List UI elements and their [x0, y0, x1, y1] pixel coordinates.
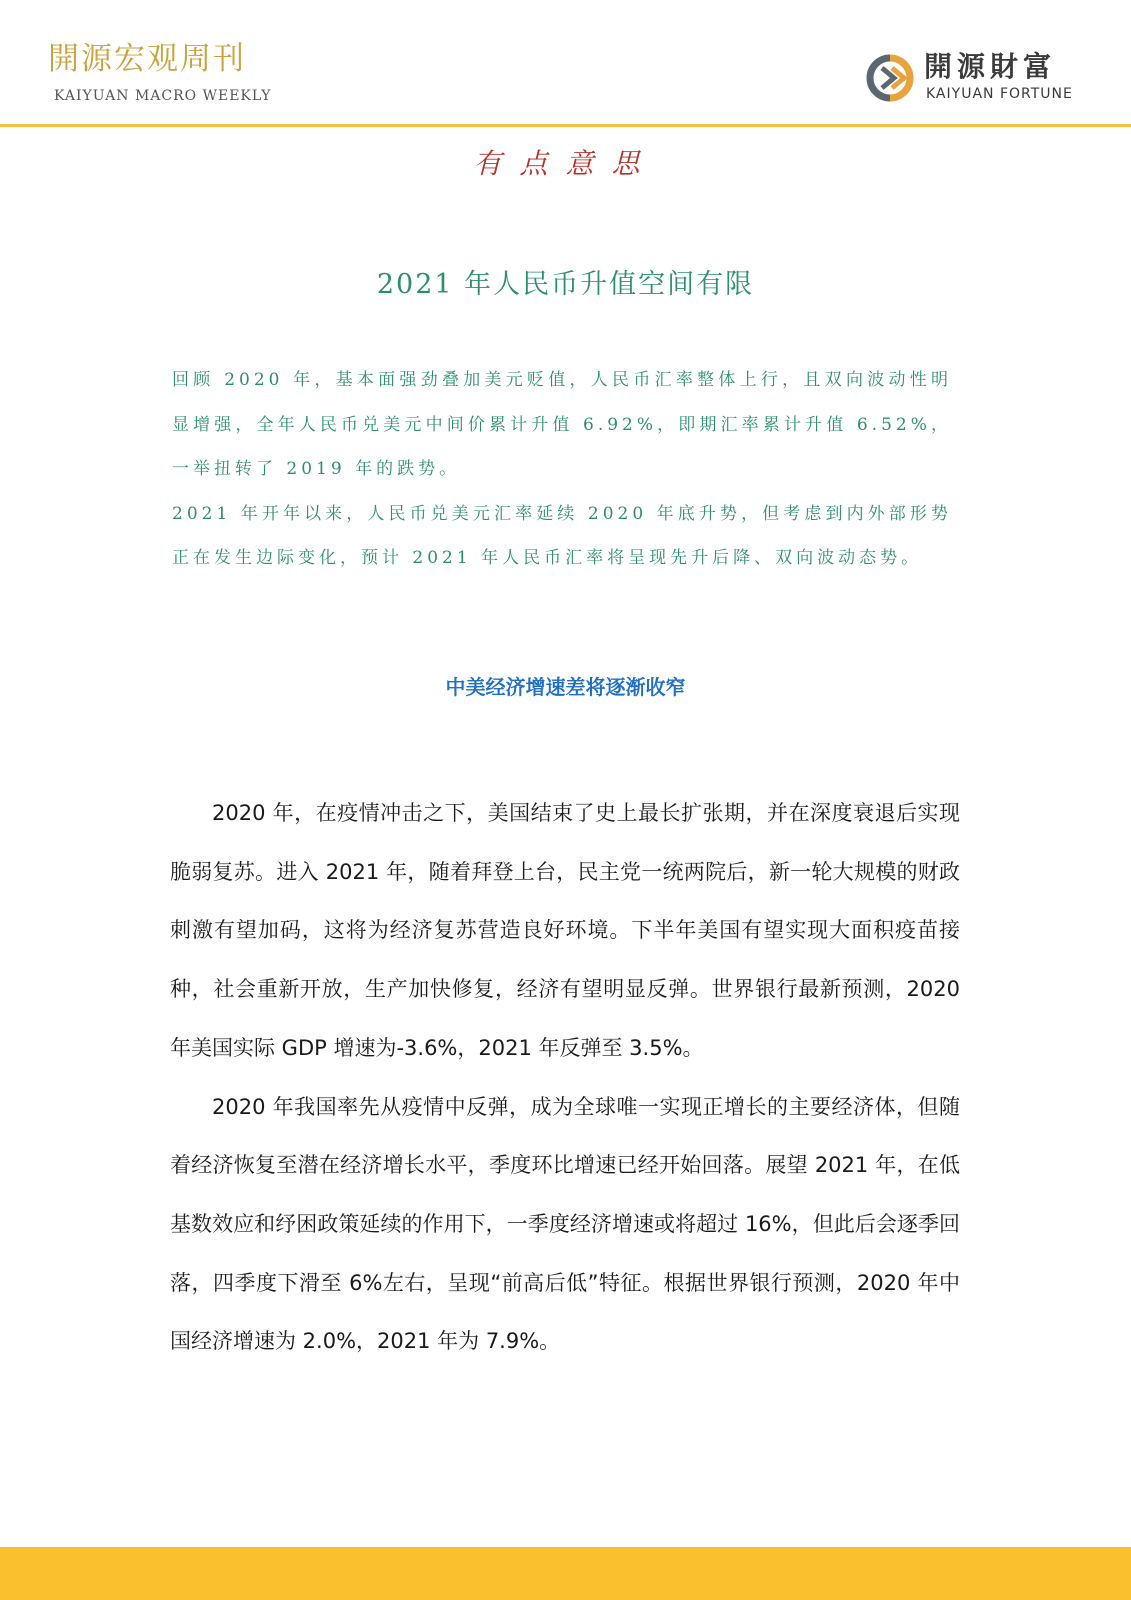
logo-english-name: KAIYUAN FORTUNE	[926, 86, 1073, 102]
abstract-paragraph: 回顾 2020 年，基本面强劲叠加美元贬值，人民币汇率整体上行，且双向波动性明显增强，全年人民币兑美元中间价累计升值 6.92%，即期汇率累计升值 6.52%，一举扭转了 2019 年的跌势。	[172, 370, 952, 479]
section-label: 有点意思	[473, 147, 658, 180]
section-heading: 中美经济增速差将逐渐收窄	[445, 675, 686, 699]
kaiyuan-logo-icon	[866, 54, 914, 102]
header-title: 開源宏观周刊	[48, 41, 246, 77]
article-abstract	[172, 358, 952, 581]
article-title: 2021 年人民币升值空间有限	[376, 269, 755, 300]
header-subtitle: KAIYUAN MACRO WEEKLY	[54, 88, 272, 104]
footer-band	[0, 1547, 1131, 1600]
logo-chinese-name: 開源財富	[924, 50, 1057, 83]
body-paragraph: 2020 年我国率先从疫情中反弹，成为全球唯一实现正增长的主要经济体，但随着经济恢复至潜在经济增长水平，季度环比增速已经开始回落。展望 2021 年，在低基数效应和纾困政策延续的作用下，一季度经济增速或将超过 16%，但此后会逐季回落，四季度下滑至 6%左右，呈现“前高后低”特征。根据世界银行预测，2020 年中国经济增速为 2.0%，2021 年为 7.9%。	[170, 1094, 960, 1354]
body-paragraph: 2020 年，在疫情冲击之下，美国结束了史上最长扩张期，并在深度衰退后实现脆弱复苏。进入 2021 年，随着拜登上台，民主党一统两院后，新一轮大规模的财政刺激有望加码，这将为经济复苏营造良好环境。下半年美国有望实现大面积疫苗接种，社会重新开放，生产加快修复，经济有望明显反弹。世界银行最新预测，2020 年美国实际 GDP 增速为-3.6%，2021 年反弹至 3.5%。	[170, 801, 960, 1060]
kaiyuan-fortune-logo	[866, 50, 1096, 106]
abstract-paragraph: 2021 年开年以来，人民币兑美元汇率延续 2020 年底升势，但考虑到内外部形势正在发生边际变化，预计 2021 年人民币汇率将呈现先升后降、双向波动态势。	[172, 503, 952, 568]
header-divider	[0, 124, 1131, 127]
article-body	[170, 784, 960, 1371]
